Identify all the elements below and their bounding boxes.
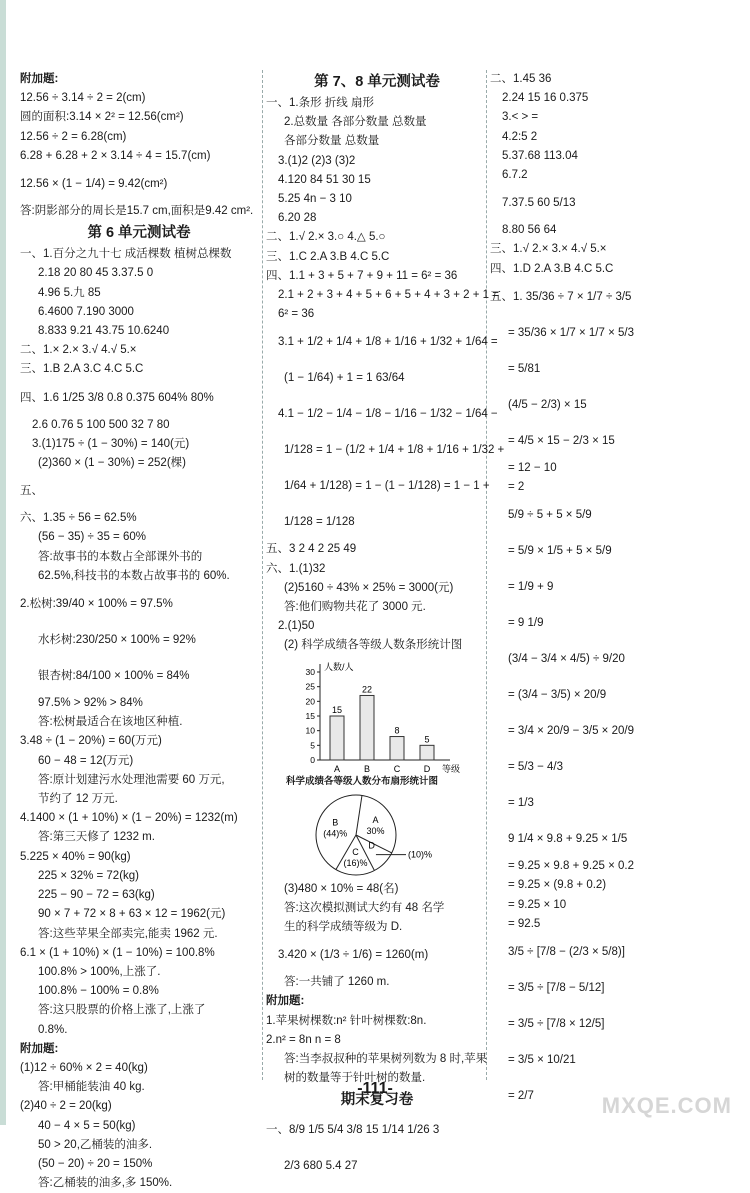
answer-line: 节约了 12 万元. <box>38 793 118 806</box>
answer-line: = 4/5 × 15 − 2/3 × 15 <box>508 434 615 447</box>
answer-line: = 5/9 × 1/5 + 5 × 5/9 <box>508 545 612 558</box>
answer-line: 答:故事书的本数占全部课外书的 <box>38 550 203 563</box>
answer-line: 225 − 90 − 72 = 63(kg) <box>38 889 155 902</box>
answer-line: 0.8%. <box>38 1023 68 1036</box>
pie-slice-label: A <box>372 814 379 825</box>
answer-line: 100.8% − 100% = 0.8% <box>38 985 159 998</box>
answer-line: 答:原计划建污水处理池需要 60 万元, <box>38 773 225 786</box>
answer-line: 6.28 + 6.28 + 2 × 3.14 ÷ 4 = 15.7(cm) <box>20 149 211 162</box>
data-label: 5 <box>424 733 430 744</box>
answer-line: 6.20 28 <box>278 212 317 225</box>
answer-line: 3.420 × (1/3 ÷ 1/6) = 1260(m) <box>278 949 429 962</box>
answer-line: 2.24 15 16 0.375 <box>502 92 589 105</box>
pie-slice-label: B <box>332 817 339 828</box>
page-edge-strip <box>0 0 6 1125</box>
answer-line: = 9.25 × 10 <box>508 898 567 911</box>
answer-column-left <box>20 70 258 1193</box>
answer-line: 4.2:5 2 <box>502 130 538 143</box>
pie-value-label: (44)% <box>323 828 348 839</box>
answer-line: 6.1 × (1 + 10%) × (1 − 10%) = 100.8% <box>20 946 215 959</box>
bar <box>360 695 374 760</box>
x-axis-label: 等级 <box>442 763 461 774</box>
answer-line: = 5/81 <box>508 362 541 375</box>
answer-line: (2)5160 ÷ 43% × 25% = 3000(元) <box>284 581 454 594</box>
answer-column-right <box>490 70 735 1114</box>
answer-line: = 3/4 × 20/9 − 3/5 × 20/9 <box>508 725 634 738</box>
answer-line: = 3/5 ÷ [7/8 − 5/12] <box>508 982 605 995</box>
pie-value-label: (16)% <box>343 857 368 868</box>
answer-line: 四、1.D 2.A 3.B 4.C 5.C <box>490 262 614 275</box>
answer-line: 4.96 5.九 85 <box>38 286 101 299</box>
answer-line: 水杉树:230/250 × 100% = 92% <box>38 634 196 647</box>
section-title: 期末复习卷 <box>340 1092 414 1109</box>
answer-line: 答:第三天修了 1232 m. <box>38 831 155 844</box>
answer-line: (2)360 × (1 − 30%) = 252(棵) <box>38 457 186 470</box>
bar <box>390 736 404 759</box>
answer-line: (1)12 ÷ 60% × 2 = 40(kg) <box>20 1061 148 1074</box>
answer-line: (3/4 − 3/4 × 4/5) ÷ 9/20 <box>508 653 625 666</box>
answer-line: 6² = 36 <box>278 308 315 321</box>
answer-line: 3.(1)175 ÷ (1 − 30%) = 140(元) <box>32 437 190 450</box>
answer-line: 答:这次模拟测试大约有 48 名学 <box>284 901 445 914</box>
answer-line: 三、1.C 2.A 3.B 4.C 5.C <box>266 250 390 263</box>
answer-line: 5/9 ÷ 5 + 5 × 5/9 <box>508 509 592 522</box>
x-tick-label: B <box>363 763 371 774</box>
answer-line: 答:当李叔叔种的苹果树列数为 8 时,苹果 <box>284 1053 488 1066</box>
answer-line: 2.(1)50 <box>278 620 315 633</box>
section-title: 第 7、8 单元测试卷 <box>314 74 440 90</box>
pie-chart <box>296 790 496 880</box>
answer-line: 225 × 32% = 72(kg) <box>38 869 140 882</box>
answer-line: = 3/5 ÷ [7/8 × 12/5] <box>508 1018 605 1031</box>
bar-chart <box>286 656 486 774</box>
answer-line: 9 1/4 × 9.8 + 9.25 × 1/5 <box>508 833 628 846</box>
answer-line: 2.1 + 2 + 3 + 4 + 5 + 6 + 5 + 4 + 3 + 2 + 1 = <box>278 289 499 302</box>
answer-line: 8.833 9.21 43.75 10.6240 <box>38 325 170 338</box>
pie-chart-title: 科学成绩各等级人数分布扇形统计图 <box>286 775 439 787</box>
answer-line: (50 − 20) ÷ 20 = 150% <box>38 1157 153 1170</box>
answer-line: = 92.5 <box>508 917 541 930</box>
answer-line: 3.1 + 1/2 + 1/4 + 1/8 + 1/16 + 1/32 + 1/64 = <box>278 336 498 349</box>
bar <box>420 745 434 760</box>
answer-line: 7.37.5 60 5/13 <box>502 197 576 210</box>
watermark: MXQE.COM <box>601 1093 732 1118</box>
answer-line: = 35/36 × 1/7 × 1/7 × 5/3 <box>508 326 634 339</box>
answer-line: 六、1.35 ÷ 56 = 62.5% <box>20 512 137 525</box>
answer-line: = 2 <box>508 481 525 494</box>
answer-line: 2.n² = 8n n = 8 <box>266 1033 341 1046</box>
pie-slice-label: D <box>368 840 375 851</box>
answer-line: 8.80 56 64 <box>502 224 557 237</box>
answer-line: (1 − 1/64) + 1 = 1 63/64 <box>284 372 405 385</box>
data-label: 22 <box>361 684 373 695</box>
answer-line: 一、1.百分之九十七 成活棵数 植树总棵数 <box>20 248 232 261</box>
answer-line: 2.总数量 各部分数量 总数量 <box>284 116 427 129</box>
answer-line: 6.7.2 <box>502 169 528 182</box>
y-tick-label: 10 <box>305 725 315 736</box>
answer-line: 五、1. 35/36 ÷ 7 × 1/7 ÷ 3/5 <box>490 290 632 303</box>
answer-line: 答:这只股票的价格上涨了,上涨了 <box>38 1004 206 1017</box>
answer-line: 4.1 − 1/2 − 1/4 − 1/8 − 1/16 − 1/32 − 1/64 − <box>278 408 498 421</box>
answer-line: 5.225 × 40% = 90(kg) <box>20 850 131 863</box>
answer-line: 三、1.√ 2.× 3.× 4.√ 5.× <box>490 243 607 256</box>
answer-line: 1/128 = 1/128 <box>284 516 355 529</box>
answer-line: 12.56 ÷ 2 = 6.28(cm) <box>20 130 127 143</box>
answer-line: = 12 − 10 <box>508 461 557 474</box>
answer-line: 二、1.45 36 <box>490 73 552 85</box>
answer-line: 树的数量等于针叶树的数量. <box>284 1072 426 1085</box>
answer-line: 3.< > = <box>502 111 539 124</box>
answer-line: 2.6 0.76 5 100 500 32 7 80 <box>32 418 170 431</box>
section-title: 第 6 单元测试卷 <box>87 225 191 242</box>
y-tick-label: 30 <box>305 666 315 677</box>
answer-line: 答:他们购物共花了 3000 元. <box>284 601 426 614</box>
y-tick-label: 0 <box>310 754 315 765</box>
answer-line: 97.5% > 92% > 84% <box>38 697 143 710</box>
answer-line: = 5/3 − 4/3 <box>508 761 563 774</box>
answer-line: 六、1.(1)32 <box>266 562 326 575</box>
answer-line: 四、1.1 + 3 + 5 + 7 + 9 + 11 = 6² = 36 <box>266 269 458 282</box>
data-label: 8 <box>394 725 400 736</box>
answer-line: 4.1400 × (1 + 10%) × (1 − 20%) = 1232(m) <box>20 812 238 825</box>
answer-line: 100.8% > 100%,上涨了. <box>38 965 161 978</box>
answer-line: 5.25 4n − 3 10 <box>278 193 352 206</box>
answer-line: 三、1.B 2.A 3.C 4.C 5.C <box>20 363 144 376</box>
answer-line: 各部分数量 总数量 <box>284 135 380 148</box>
answer-line: 12.56 × (1 − 1/4) = 9.42(cm²) <box>20 178 168 191</box>
answer-line: = 1/9 + 9 <box>508 581 554 594</box>
answer-line: = (3/4 − 3/5) × 20/9 <box>508 689 607 702</box>
answer-line: 5.37.68 113.04 <box>502 149 578 162</box>
answer-line: 答:乙桶装的油多,多 150%. <box>38 1177 173 1190</box>
answer-line: 90 × 7 + 72 × 8 + 63 × 12 = 1962(元) <box>38 908 226 921</box>
answer-line: 附加题: <box>266 995 305 1008</box>
answer-line: (56 − 35) ÷ 35 = 60% <box>38 531 146 544</box>
column-divider <box>262 70 263 1080</box>
data-label: 15 <box>331 704 343 715</box>
answer-line: = 2/7 <box>508 1090 534 1103</box>
pie-value-label: (10)% <box>408 849 433 860</box>
bar <box>330 716 344 760</box>
x-tick-label: C <box>393 763 401 774</box>
y-tick-label: 15 <box>305 710 315 721</box>
answer-line: 一、8/9 1/5 5/4 3/8 15 1/14 1/26 3 <box>266 1124 440 1137</box>
answer-line: 2.18 20 80 45 3.37.5 0 <box>38 267 154 280</box>
answer-line: (4/5 − 2/3) × 15 <box>508 398 587 411</box>
answer-line: 3/5 ÷ [7/8 − (2/3 × 5/8)] <box>508 946 625 959</box>
answer-line: 答:阴影部分的周长是15.7 cm,面积是9.42 cm². <box>20 205 254 218</box>
answer-line: 6.4600 7.190 3000 <box>38 305 134 318</box>
answer-line: 1.苹果树棵数:n² 针叶树棵数:8n. <box>266 1014 427 1027</box>
answer-line: 答:一共铺了 1260 m. <box>284 976 390 989</box>
answer-column-middle <box>266 70 505 1184</box>
answer-line: = 1/3 <box>508 797 534 810</box>
answer-line: = 3/5 × 10/21 <box>508 1054 576 1067</box>
answer-line: = 9.25 × (9.8 + 0.2) <box>508 879 607 892</box>
answer-line: 附加题: <box>20 1042 59 1055</box>
answer-line: 答:甲桶能装油 40 kg. <box>38 1081 145 1094</box>
x-tick-label: D <box>423 763 431 774</box>
answer-line: = 9.25 × 9.8 + 9.25 × 0.2 <box>508 860 634 873</box>
answer-line: 3.(1)2 (2)3 (3)2 <box>278 154 356 167</box>
x-tick-label: A <box>333 763 341 774</box>
answer-line: (2) 科学成绩各等级人数条形统计图 <box>284 639 463 652</box>
answer-line: 60 − 48 = 12(万元) <box>38 754 134 767</box>
answer-line: 二、1.× 2.× 3.√ 4.√ 5.× <box>20 344 137 357</box>
answer-line: (2)40 ÷ 2 = 20(kg) <box>20 1100 112 1113</box>
answer-line: 1/128 = 1 − (1/2 + 1/4 + 1/8 + 1/16 + 1/32 + <box>284 444 505 457</box>
answer-line: 银杏树:84/100 × 100% = 84% <box>38 670 190 683</box>
answer-line: 圆的面积:3.14 × 2² = 12.56(cm²) <box>20 111 184 124</box>
y-axis-label: 人数/人 <box>324 661 354 672</box>
answer-line: 一、1.条形 折线 扇形 <box>266 97 374 109</box>
answer-line: 生的科学成绩等级为 D. <box>284 921 403 934</box>
answer-line: 答:这些苹果全部卖完,能卖 1962 元. <box>38 927 218 940</box>
pie-value-label: 30% <box>366 825 385 836</box>
answer-line: 附加题: <box>20 73 59 85</box>
answer-line: 五、3 2 4 2 25 49 <box>266 543 357 556</box>
answer-line: 40 − 4 × 5 = 50(kg) <box>38 1119 136 1132</box>
answer-line: (3)480 × 10% = 48(名) <box>284 882 399 895</box>
answer-line: 五、 <box>20 485 43 498</box>
answer-line: 二、1.√ 2.× 3.○ 4.△ 5.○ <box>266 231 386 244</box>
y-tick-label: 25 <box>305 681 315 692</box>
answer-line: 50 > 20,乙桶装的油多. <box>38 1138 153 1151</box>
answer-line: 3.48 ÷ (1 − 20%) = 60(万元) <box>20 735 162 748</box>
answer-line: 2/3 680 5.4 27 <box>284 1160 358 1173</box>
answer-line: 1/64 + 1/128) = 1 − (1 − 1/128) = 1 − 1 + <box>284 480 490 493</box>
answer-line: = 9 1/9 <box>508 617 544 630</box>
page-number: -111- <box>357 1080 393 1097</box>
answer-line: 4.120 84 51 30 15 <box>278 173 371 186</box>
answer-line: 2.松树:39/40 × 100% = 97.5% <box>20 598 173 611</box>
answer-line: 62.5%,科技书的本数占故事书的 60%. <box>38 569 230 582</box>
pie-slice-label: C <box>352 846 359 857</box>
answer-line: 四、1.6 1/25 3/8 0.8 0.375 604% 80% <box>20 391 214 404</box>
y-tick-label: 5 <box>310 739 315 750</box>
answer-line: 答:松树最适合在该地区种植. <box>38 716 183 729</box>
answer-line: 12.56 ÷ 3.14 ÷ 2 = 2(cm) <box>20 92 146 105</box>
y-tick-label: 20 <box>305 695 315 706</box>
